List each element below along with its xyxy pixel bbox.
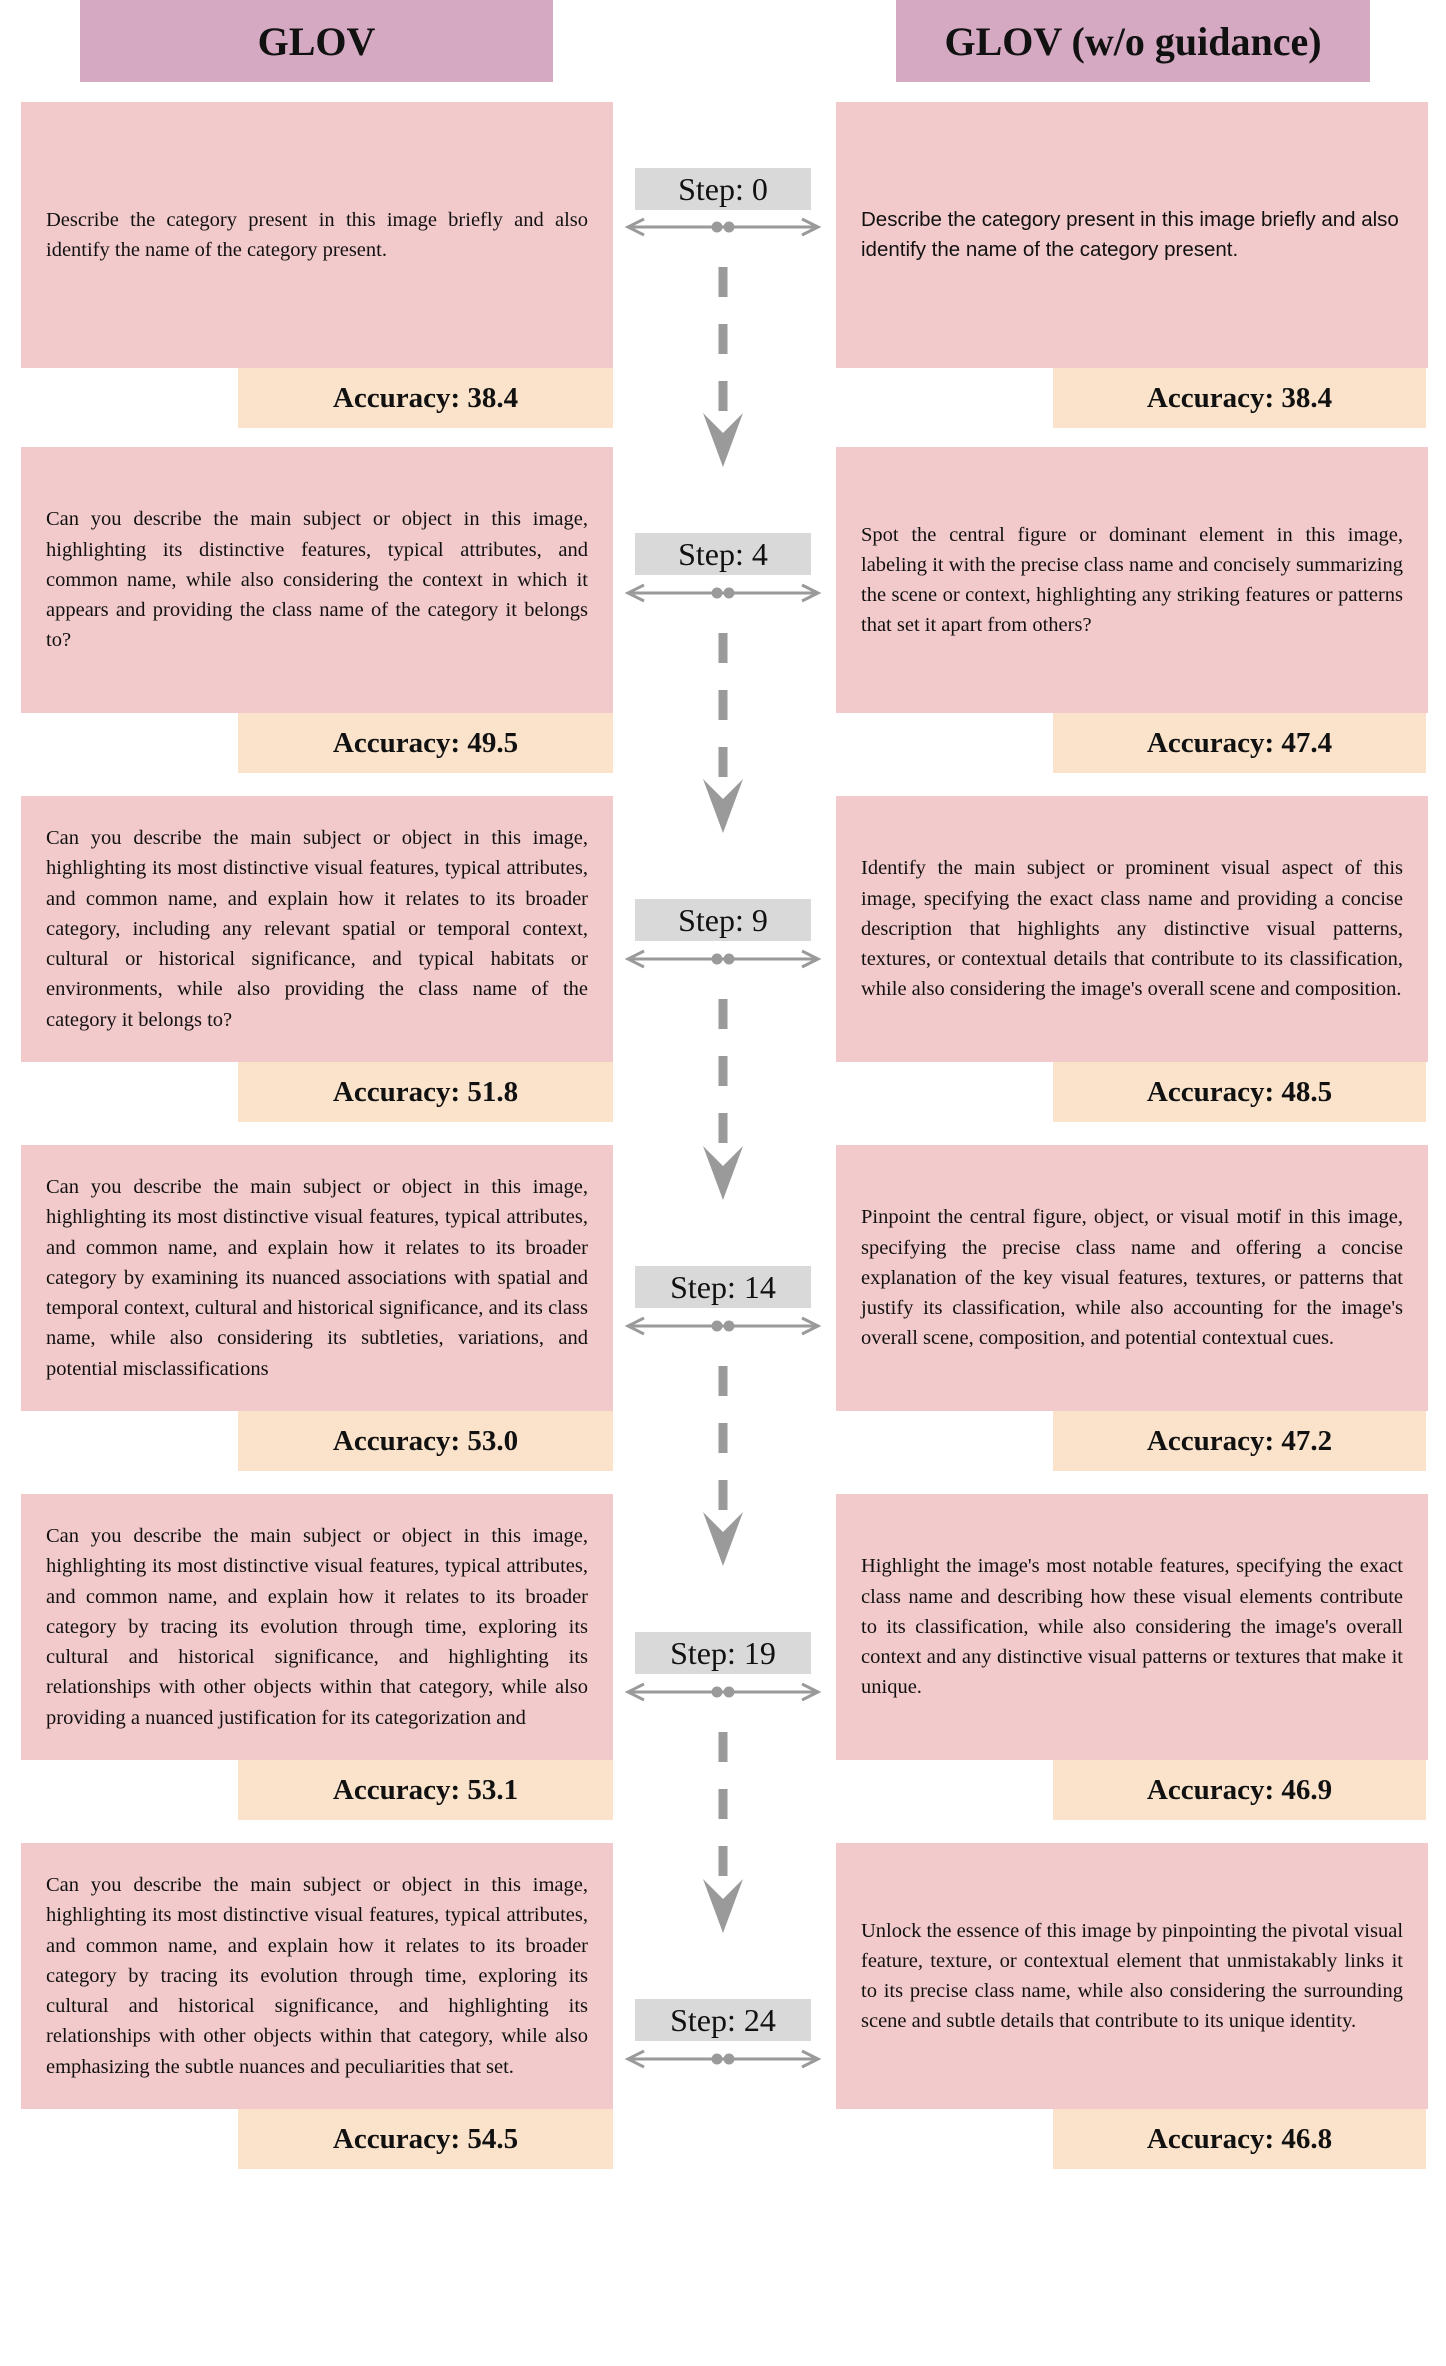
connector-dot bbox=[712, 588, 723, 599]
accuracy-badge-glov: Accuracy: 53.1 bbox=[238, 1760, 613, 1820]
accuracy-badge-glov-without-guidance: Accuracy: 46.8 bbox=[1053, 2109, 1426, 2169]
prompt-box-glov bbox=[21, 1843, 613, 2109]
accuracy-badge-glov-without-guidance: Accuracy: 47.4 bbox=[1053, 713, 1426, 773]
prompt-box-glov bbox=[21, 1494, 613, 1760]
prompt-box-glov-without-guidance bbox=[836, 796, 1428, 1062]
accuracy-badge-glov: Accuracy: 49.5 bbox=[238, 713, 613, 773]
connector-dot bbox=[712, 954, 723, 965]
down-arrowhead-icon bbox=[703, 1879, 743, 1933]
prompt-box-glov-without-guidance bbox=[836, 447, 1428, 713]
step-label: Step: 9 bbox=[635, 899, 811, 941]
prompt-text: Pinpoint the central figure, object, or visual motif in this image, specifying the precise class name and offering a concise explanation of the key visual features, textures, or patterns that justify its classification, while also accounting for the image's overall scene, composition, and potential contextual cues. bbox=[861, 1206, 1403, 1350]
down-arrowhead-icon bbox=[703, 779, 743, 833]
accuracy-badge-glov: Accuracy: 53.0 bbox=[238, 1411, 613, 1471]
prompt-box-glov bbox=[21, 447, 613, 713]
prompt-box-glov-without-guidance bbox=[836, 1494, 1428, 1760]
accuracy-badge-glov: Accuracy: 38.4 bbox=[238, 368, 613, 428]
step-label: Step: 14 bbox=[635, 1266, 811, 1308]
accuracy-badge-glov: Accuracy: 51.8 bbox=[238, 1062, 613, 1122]
connector-dot bbox=[724, 954, 735, 965]
down-arrowhead-icon bbox=[703, 413, 743, 467]
prompt-text: Identify the main subject or prominent visual aspect of this image, specifying the exact class name and providing a concise description that highlights any distinctive visual patterns, textures, or contextual details that contribute to its classification, while also considering the image's overall scene and composition. bbox=[861, 857, 1403, 1001]
prompt-text: Describe the category present in this image briefly and also identify the name of the category present. bbox=[861, 208, 1399, 261]
down-arrowhead-icon bbox=[703, 1512, 743, 1566]
prompt-text: Highlight the image's most notable features, specifying the exact class name and describing how these visual elements contribute to its classification, while also considering the image's overall context and any distinctive visual patterns or textures that make it unique. bbox=[861, 1555, 1403, 1699]
prompt-text: Spot the central figure or dominant element in this image, labeling it with the precise class name and concisely summarizing the scene or context, highlighting any striking features or patterns that set it apart from others? bbox=[861, 523, 1403, 637]
down-arrowhead-icon bbox=[703, 1146, 743, 1200]
connector-dot bbox=[724, 1321, 735, 1332]
step-label: Step: 19 bbox=[635, 1632, 811, 1674]
header-glov-without-guidance: GLOV (w/o guidance) bbox=[896, 0, 1370, 82]
accuracy-badge-glov-without-guidance: Accuracy: 48.5 bbox=[1053, 1062, 1426, 1122]
prompt-text: Unlock the essence of this image by pinpointing the pivotal visual feature, texture, or contextual element that unmistakably links it to its precise class name, while also considering the surrounding scene and subtle details that contribute to its unique identity. bbox=[861, 1919, 1404, 2033]
prompt-box-glov-without-guidance bbox=[836, 1843, 1428, 2109]
connector-dot bbox=[724, 588, 735, 599]
step-label: Step: 0 bbox=[635, 168, 811, 210]
connector-dot bbox=[712, 2054, 723, 2065]
prompt-text: Can you describe the main subject or object in this image, highlighting its distinctive features, typical attributes, and common name, while also considering the context in which it appears and providing the class name of the category it belongs to? bbox=[46, 508, 588, 652]
prompt-text: Can you describe the main subject or object in this image, highlighting its most distinctive visual features, typical attributes, and common name, and explain how it relates to its broader category by tracing its evolution through time, exploring its cultural and historical significance, and highlighting its relationships with other objects within that category, while also providing a nuanced justification for its categorization and bbox=[46, 1525, 588, 1729]
step-label: Step: 24 bbox=[635, 1999, 811, 2041]
accuracy-badge-glov: Accuracy: 54.5 bbox=[238, 2109, 613, 2169]
connector-dot bbox=[712, 1687, 723, 1698]
connector-dot bbox=[724, 222, 735, 233]
accuracy-badge-glov-without-guidance: Accuracy: 38.4 bbox=[1053, 368, 1426, 428]
prompt-box-glov bbox=[21, 1145, 613, 1411]
connector-dot bbox=[712, 222, 723, 233]
prompt-box-glov-without-guidance bbox=[836, 1145, 1428, 1411]
prompt-text: Can you describe the main subject or object in this image, highlighting its most distinctive visual features, typical attributes, and common name, and explain how it relates to its broader category by tracing its evolution through time, exploring its cultural and historical significance, and highlighting its relationships with other objects within that category, while also emphasizing the subtle nuances and peculiarities that set. bbox=[46, 1874, 588, 2078]
prompt-box-glov bbox=[21, 102, 613, 368]
prompt-box-glov bbox=[21, 796, 613, 1062]
connector-dot bbox=[724, 1687, 735, 1698]
accuracy-badge-glov-without-guidance: Accuracy: 46.9 bbox=[1053, 1760, 1426, 1820]
connector-dot bbox=[724, 2054, 735, 2065]
connector-dot bbox=[712, 1321, 723, 1332]
prompt-text: Can you describe the main subject or object in this image, highlighting its most distinctive visual features, typical attributes, and common name, and explain how it relates to its broader category, including any relevant spatial or temporal context, cultural or historical significance, and typical habitats or environments, while also providing the class name of the category it belongs to? bbox=[46, 827, 588, 1031]
prompt-text: Can you describe the main subject or object in this image, highlighting its most distinctive visual features, typical attributes, and common name, and explain how it relates to its broader category by examining its nuanced associations with spatial and temporal context, cultural and historical significance, and its class name, while also considering its subtleties, variations, and potential misclassifications bbox=[46, 1176, 588, 1380]
prompt-text: Describe the category present in this image briefly and also identify the name of the category present. bbox=[46, 208, 588, 261]
prompt-box-glov-without-guidance bbox=[836, 102, 1428, 368]
accuracy-badge-glov-without-guidance: Accuracy: 47.2 bbox=[1053, 1411, 1426, 1471]
step-label: Step: 4 bbox=[635, 533, 811, 575]
header-glov: GLOV bbox=[80, 0, 553, 82]
